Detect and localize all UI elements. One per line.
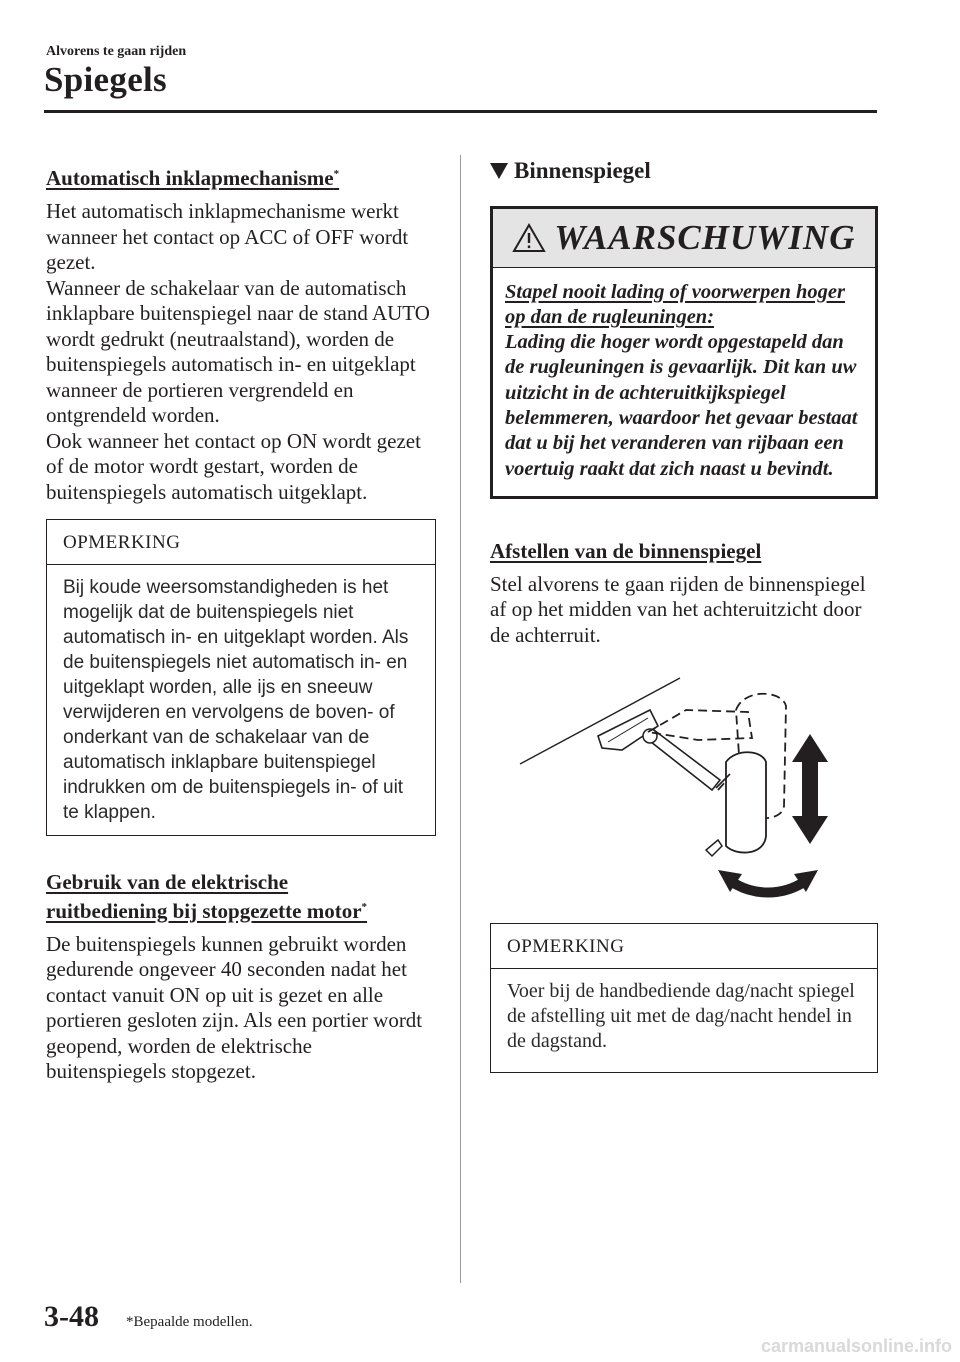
note-box [490, 923, 878, 1073]
header-rule [44, 110, 877, 113]
note-heading: OPMERKING [47, 520, 435, 565]
paragraph: Stel alvorens te gaan rijden de binnenspiegel af op het midden van het achteruitzicht door de achterruit. [490, 571, 866, 647]
section-label: Alvorens te gaan rijden [46, 44, 187, 59]
subsection-heading-power-mirror: Gebruik van de elektrische ruitbediening bij stopgezette motor* [46, 869, 368, 923]
page-number: 3-48 [44, 1300, 99, 1333]
paragraph: De buitenspiegels kunnen gebruikt worden gedurende ongeveer 40 seconden nadat het contact vanuit ON op uit is gezet en alle portieren gesloten zijn. Als een portier wordt geopend, worden de elektrische buitenspiegels stopgezet. [46, 931, 423, 1083]
column-divider [460, 155, 461, 1283]
warning-triangle-icon [512, 223, 546, 253]
warning-header [493, 209, 875, 268]
subsection-heading-adjust: Afstellen van de binnenspiegel [490, 538, 762, 563]
paragraph: Wanneer de schakelaar van de automatisch inklapbare buitenspiegel naar de stand AUTO wordt gedrukt (neutraalstand), worden de buitenspiegels automatisch in- en uitgeklapt wanneer de portieren vergrendeld en ontgrendeld worden. [46, 275, 430, 427]
note-text: Voer bij de handbediende dag/nacht spiegel de afstelling uit met de dag/nacht hendel in de dagstand. [507, 979, 855, 1052]
section-heading-rear-view-mirror: Binnenspiegel [490, 158, 878, 184]
note-box [46, 519, 436, 836]
warning-body-text: Lading die hoger wordt opgestapeld dan de rugleuningen is gevaarlijk. Dit kan uw uitzicht in de achteruitkijkspiegel belemmeren, waardoor het gevaar bestaat dat u bij het veranderen van rijbaan een voertuig raakt dat zich naast u bevindt. [505, 331, 858, 480]
mirror-adjustment-figure [490, 670, 878, 915]
warning-title: WAARSCHUWING [554, 217, 856, 257]
left-column [46, 162, 436, 1085]
footnote: *Bepaalde modellen. [126, 1314, 253, 1330]
warning-text [493, 268, 875, 496]
note-heading: OPMERKING [491, 924, 877, 969]
triangle-bullet-icon [490, 163, 508, 179]
warning-box [490, 206, 878, 499]
right-column [490, 158, 878, 1073]
warning-underlined-text: Stapel nooit lading of voorwerpen hoger op dan de rugleuningen: [505, 280, 845, 328]
page-title: Spiegels [44, 60, 167, 99]
subsection-heading-auto-fold: Automatisch inklapmechanisme* [46, 166, 340, 190]
footnote-mark: * [333, 168, 340, 180]
note-text: Bij koude weersomstandigheden is het mogelijk dat de buitenspiegels niet automatisch in- en uitgeklapt worden. Als de buitenspiegels niet automatisch in- en uitgeklapt worden, alle ijs en sneeuw verwijderen en vervolgens de boven- of onderkant van de schakelaar van de automatisch inklapbare buitenspiegel indrukken om de buitenspiegels in- of uit te klappen. [63, 576, 409, 823]
paragraph: Het automatisch inklapmechanisme werkt wanneer het contact op ACC of OFF wordt gezet. [46, 199, 409, 274]
paragraph: Ook wanneer het contact op ON wordt gezet of de motor wordt gestart, worden de buitenspiegels automatisch uitgeklapt. [46, 428, 421, 504]
watermark: carmanualsonline.info [760, 1336, 952, 1356]
mirror-illustration [490, 670, 878, 915]
footnote-mark: * [361, 900, 368, 913]
